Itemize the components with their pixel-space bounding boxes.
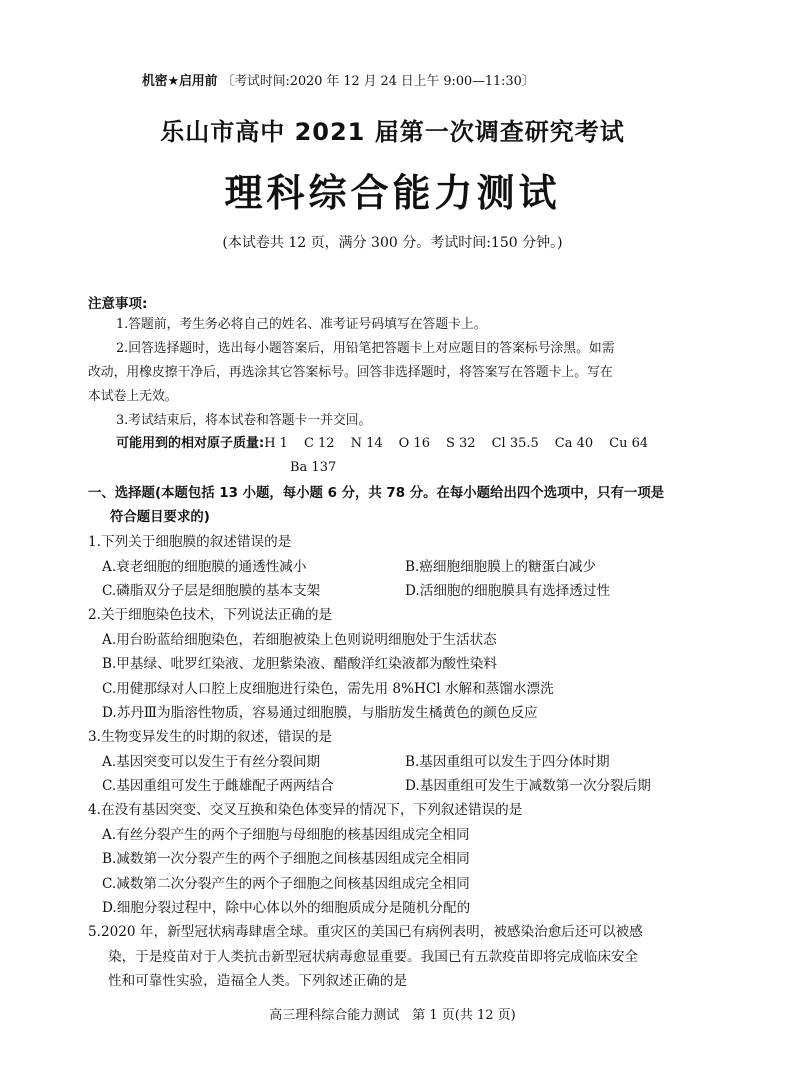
question-stem: 4.在没有基因突变、交叉互换和染色体变异的情况下，下列叙述错误的是 <box>88 802 523 818</box>
option-b: B.癌细胞细胞膜上的糖蛋白减少 <box>405 558 597 575</box>
option-d: D.细胞分裂过程中，除中心体以外的细胞质成分是随机分配的 <box>102 900 471 916</box>
section-line: 符合题目要求的) <box>110 510 210 525</box>
question-stem: 1.下列关于细胞膜的叙述错误的是 <box>88 534 292 550</box>
question-3 <box>88 725 708 799</box>
option-a: A.衰老细胞的细胞膜的通透性减小 <box>102 558 307 575</box>
exam-info: (本试卷共 12 页，满分 300 分。考试时间:150 分钟。) <box>222 235 563 251</box>
option-c: C.基因重组可发生于雌雄配子两两结合 <box>102 778 334 794</box>
option-b: B.基因重组可以发生于四分体时期 <box>405 753 610 770</box>
atomic-masses-label: 可能用到的相对原子质量: <box>116 436 265 451</box>
option-b: B.减数第一次分裂产生的两个子细胞之间核基因组成完全相同 <box>102 851 470 867</box>
option-a: A.用台盼蓝给细胞染色，若细胞被染上色则说明细胞处于生活状态 <box>102 631 497 648</box>
question-stem-continued: 染，于是疫苗对于人类抗击新型冠状病毒愈显重要。我国已有五款疫苗即将完成临床安全 <box>108 948 639 965</box>
question-stem: 3.生物变异发生的时期的叙述，错误的是 <box>88 729 333 745</box>
option-c: C.减数第二次分裂产生的两个子细胞之间核基因组成完全相同 <box>102 875 470 892</box>
option-b: B.甲基绿、吡罗红染液、龙胆紫染液、醋酸洋红染液都为酸性染料 <box>102 656 497 672</box>
option-c: C.磷脂双分子层是细胞膜的基本支架 <box>102 583 321 599</box>
atomic-mass: C 12 <box>303 436 335 451</box>
atomic-mass: H 1 <box>264 436 288 451</box>
option-d: D.基因重组可发生于减数第一次分裂后期 <box>405 778 651 794</box>
section-line: 一、选择题(本题包括 13 小题，每小题 6 分，共 78 分。在每小题给出四个选项中，只有一项是 <box>88 486 665 501</box>
atomic-mass: N 14 <box>350 436 383 451</box>
notice-item: 2.回答选择题时，选出每小题答案后，用铅笔把答题卡上对应题目的答案标号涂黑。如需 <box>116 341 615 356</box>
notice-list <box>88 313 698 433</box>
option-d: D.活细胞的细胞膜具有选择透过性 <box>405 583 611 599</box>
atomic-mass: Ba 137 <box>290 460 337 475</box>
atomic-masses <box>116 432 706 480</box>
notice-item: 本试卷上无效。 <box>88 389 178 404</box>
exam-time: 〔考试时间:2020 年 12 月 24 日上午 9:00—11:30〕 <box>221 74 535 89</box>
page-footer: 高三理科综合能力测试 第 1 页(共 12 页) <box>269 1008 516 1023</box>
section-heading <box>88 482 703 530</box>
question-1 <box>88 530 708 604</box>
question-stem: 2.关于细胞染色技术，下列说法正确的是 <box>88 607 333 623</box>
option-c: C.用健那绿对人口腔上皮细胞进行染色，需先用 8%HCl 水解和蒸馏水漂洗 <box>102 680 554 697</box>
notice-item: 1.答题前，考生务必将自己的姓名、准考证号码填写在答题卡上。 <box>116 317 487 332</box>
question-4 <box>88 798 708 921</box>
atomic-mass: O 16 <box>398 436 430 451</box>
question-2 <box>88 603 708 726</box>
atomic-mass: Ca 40 <box>554 436 594 451</box>
question-stem: 5.2020 年，新型冠状病毒肆虐全球。重灾区的美国已有病例表明，被感染治愈后还可以被感 <box>88 924 643 940</box>
atomic-mass: S 32 <box>445 436 476 451</box>
option-a: A.基因突变可以发生于有丝分裂间期 <box>102 753 321 770</box>
option-a: A.有丝分裂产生的两个子细胞与母细胞的核基因组成完全相同 <box>102 826 470 843</box>
exam-title: 乐山市高中 2021 届第一次调查研究考试 <box>160 118 625 146</box>
notice-item: 3.考试结束后，将本试卷和答题卡一并交回。 <box>116 413 372 428</box>
confidential-label: 机密★启用前 <box>142 74 218 89</box>
header-line <box>142 70 535 89</box>
question-5 <box>88 920 708 994</box>
notice-item: 改动，用橡皮擦干净后，再选涂其它答案标号。回答非选择题时，将答案写在答题卡上。写在 <box>88 365 613 380</box>
notice-title: 注意事项: <box>88 296 148 312</box>
option-d: D.苏丹Ⅲ为脂溶性物质，容易通过细胞膜，与脂肪发生橘黄色的颜色反应 <box>102 705 538 721</box>
atomic-mass: Cu 64 <box>609 436 649 451</box>
subject-title: 理科综合能力测试 <box>224 171 561 215</box>
question-stem-continued: 性和可靠性实验，造福全人类。下列叙述正确的是 <box>108 973 408 989</box>
atomic-mass: Cl 35.5 <box>491 436 539 451</box>
